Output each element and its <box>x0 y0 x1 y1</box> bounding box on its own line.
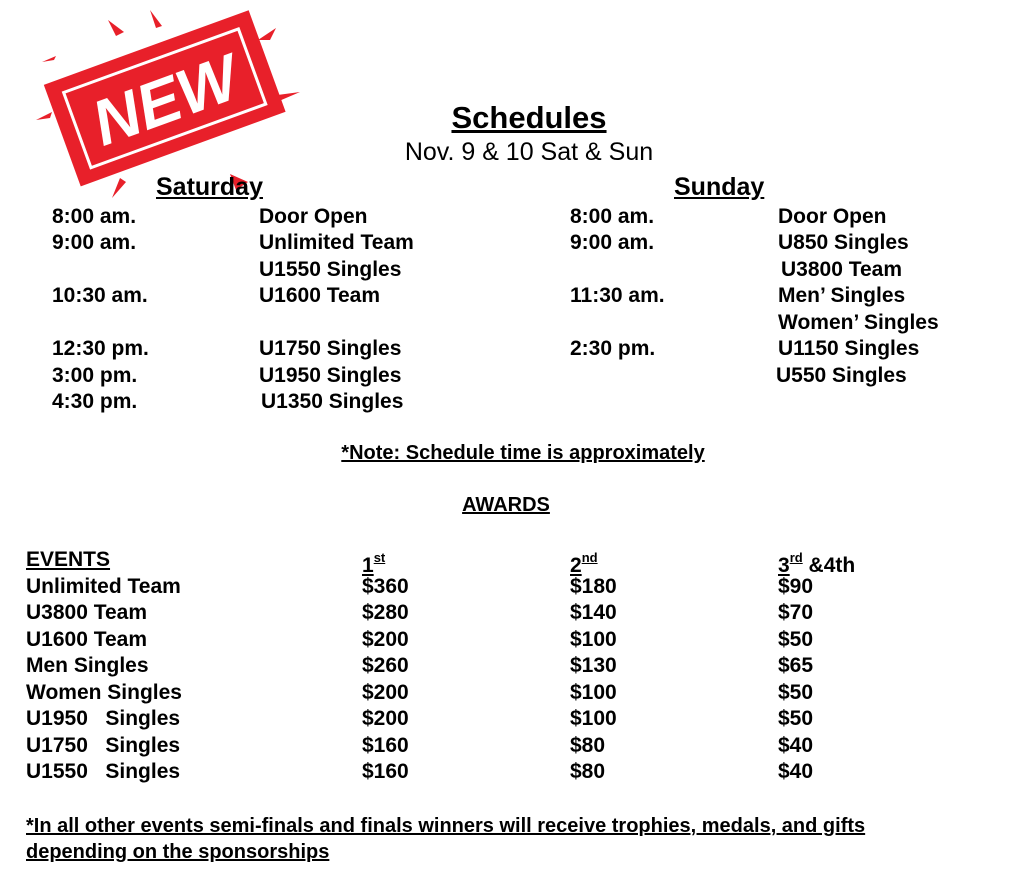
sunday-time: 9:00 am. <box>570 231 655 254</box>
award-event: U1600 Team <box>26 628 148 651</box>
sunday-event: U850 Singles <box>778 231 909 254</box>
award-third: $40 <box>778 760 814 783</box>
award-third: $40 <box>778 734 814 757</box>
first-place-header: 1st <box>362 550 386 577</box>
saturday-event: U1750 Singles <box>259 337 402 360</box>
sunday-event: U550 Singles <box>776 364 907 387</box>
award-third: $50 <box>778 681 814 704</box>
second-place-header: 2nd <box>570 550 598 577</box>
award-first: $200 <box>362 707 409 730</box>
schedule-note: *Note: Schedule time is approximately <box>341 442 705 464</box>
award-first: $200 <box>362 628 409 651</box>
award-third: $50 <box>778 707 814 730</box>
third-place-header: 3rd &4th <box>778 550 856 577</box>
saturday-time: 9:00 am. <box>52 231 137 254</box>
saturday-heading: Saturday <box>156 173 263 201</box>
events-column-header: EVENTS <box>26 548 111 571</box>
award-first: $260 <box>362 654 409 677</box>
saturday-event: Unlimited Team <box>259 231 414 254</box>
saturday-event: U1350 Singles <box>261 390 404 413</box>
sunday-event: Women’ Singles <box>778 311 939 334</box>
award-second: $140 <box>570 601 617 624</box>
footer-line-2: depending on the sponsorships <box>26 841 330 863</box>
award-event: Men Singles <box>26 654 149 677</box>
award-first: $160 <box>362 760 409 783</box>
award-second: $180 <box>570 575 617 598</box>
sunday-event: U3800 Team <box>781 258 903 281</box>
badge-text: NEW <box>82 40 248 160</box>
award-third: $50 <box>778 628 814 651</box>
award-first: $280 <box>362 601 409 624</box>
page-title: Schedules <box>451 100 607 135</box>
awards-heading: AWARDS <box>462 494 550 516</box>
sunday-event: Men’ Singles <box>778 284 906 307</box>
award-event: U3800 Team <box>26 601 148 624</box>
sunday-heading: Sunday <box>674 173 765 201</box>
saturday-event: U1550 Singles <box>259 258 402 281</box>
footer-line-1: *In all other events semi-finals and finals winners will receive trophies, medals, and gifts <box>26 815 866 837</box>
award-second: $100 <box>570 707 617 730</box>
saturday-event: Door Open <box>259 205 368 228</box>
saturday-event: U1600 Team <box>259 284 381 307</box>
sunday-time: 11:30 am. <box>570 284 665 307</box>
award-event: U1950 Singles <box>26 707 181 730</box>
sunday-time: 2:30 pm. <box>570 337 656 360</box>
saturday-time: 8:00 am. <box>52 205 137 228</box>
award-first: $200 <box>362 681 409 704</box>
saturday-time: 4:30 pm. <box>52 390 138 413</box>
award-third: $90 <box>778 575 814 598</box>
award-second: $100 <box>570 681 617 704</box>
saturday-time: 3:00 pm. <box>52 364 138 387</box>
award-second: $130 <box>570 654 617 677</box>
award-first: $160 <box>362 734 409 757</box>
award-event: U1750 Singles <box>26 734 181 757</box>
sunday-event: Door Open <box>778 205 887 228</box>
saturday-time: 10:30 am. <box>52 284 148 307</box>
award-second: $80 <box>570 734 606 757</box>
award-third: $70 <box>778 601 814 624</box>
award-second: $100 <box>570 628 617 651</box>
saturday-event: U1950 Singles <box>259 364 402 387</box>
saturday-time: 12:30 pm. <box>52 337 149 360</box>
sunday-event: U1150 Singles <box>778 337 920 360</box>
award-event: Unlimited Team <box>26 575 181 598</box>
award-first: $360 <box>362 575 409 598</box>
page-subtitle: Nov. 9 & 10 Sat & Sun <box>404 138 654 166</box>
award-event: Women Singles <box>26 681 182 704</box>
sunday-time: 8:00 am. <box>570 205 655 228</box>
award-event: U1550 Singles <box>26 760 181 783</box>
award-second: $80 <box>570 760 606 783</box>
award-third: $65 <box>778 654 814 677</box>
